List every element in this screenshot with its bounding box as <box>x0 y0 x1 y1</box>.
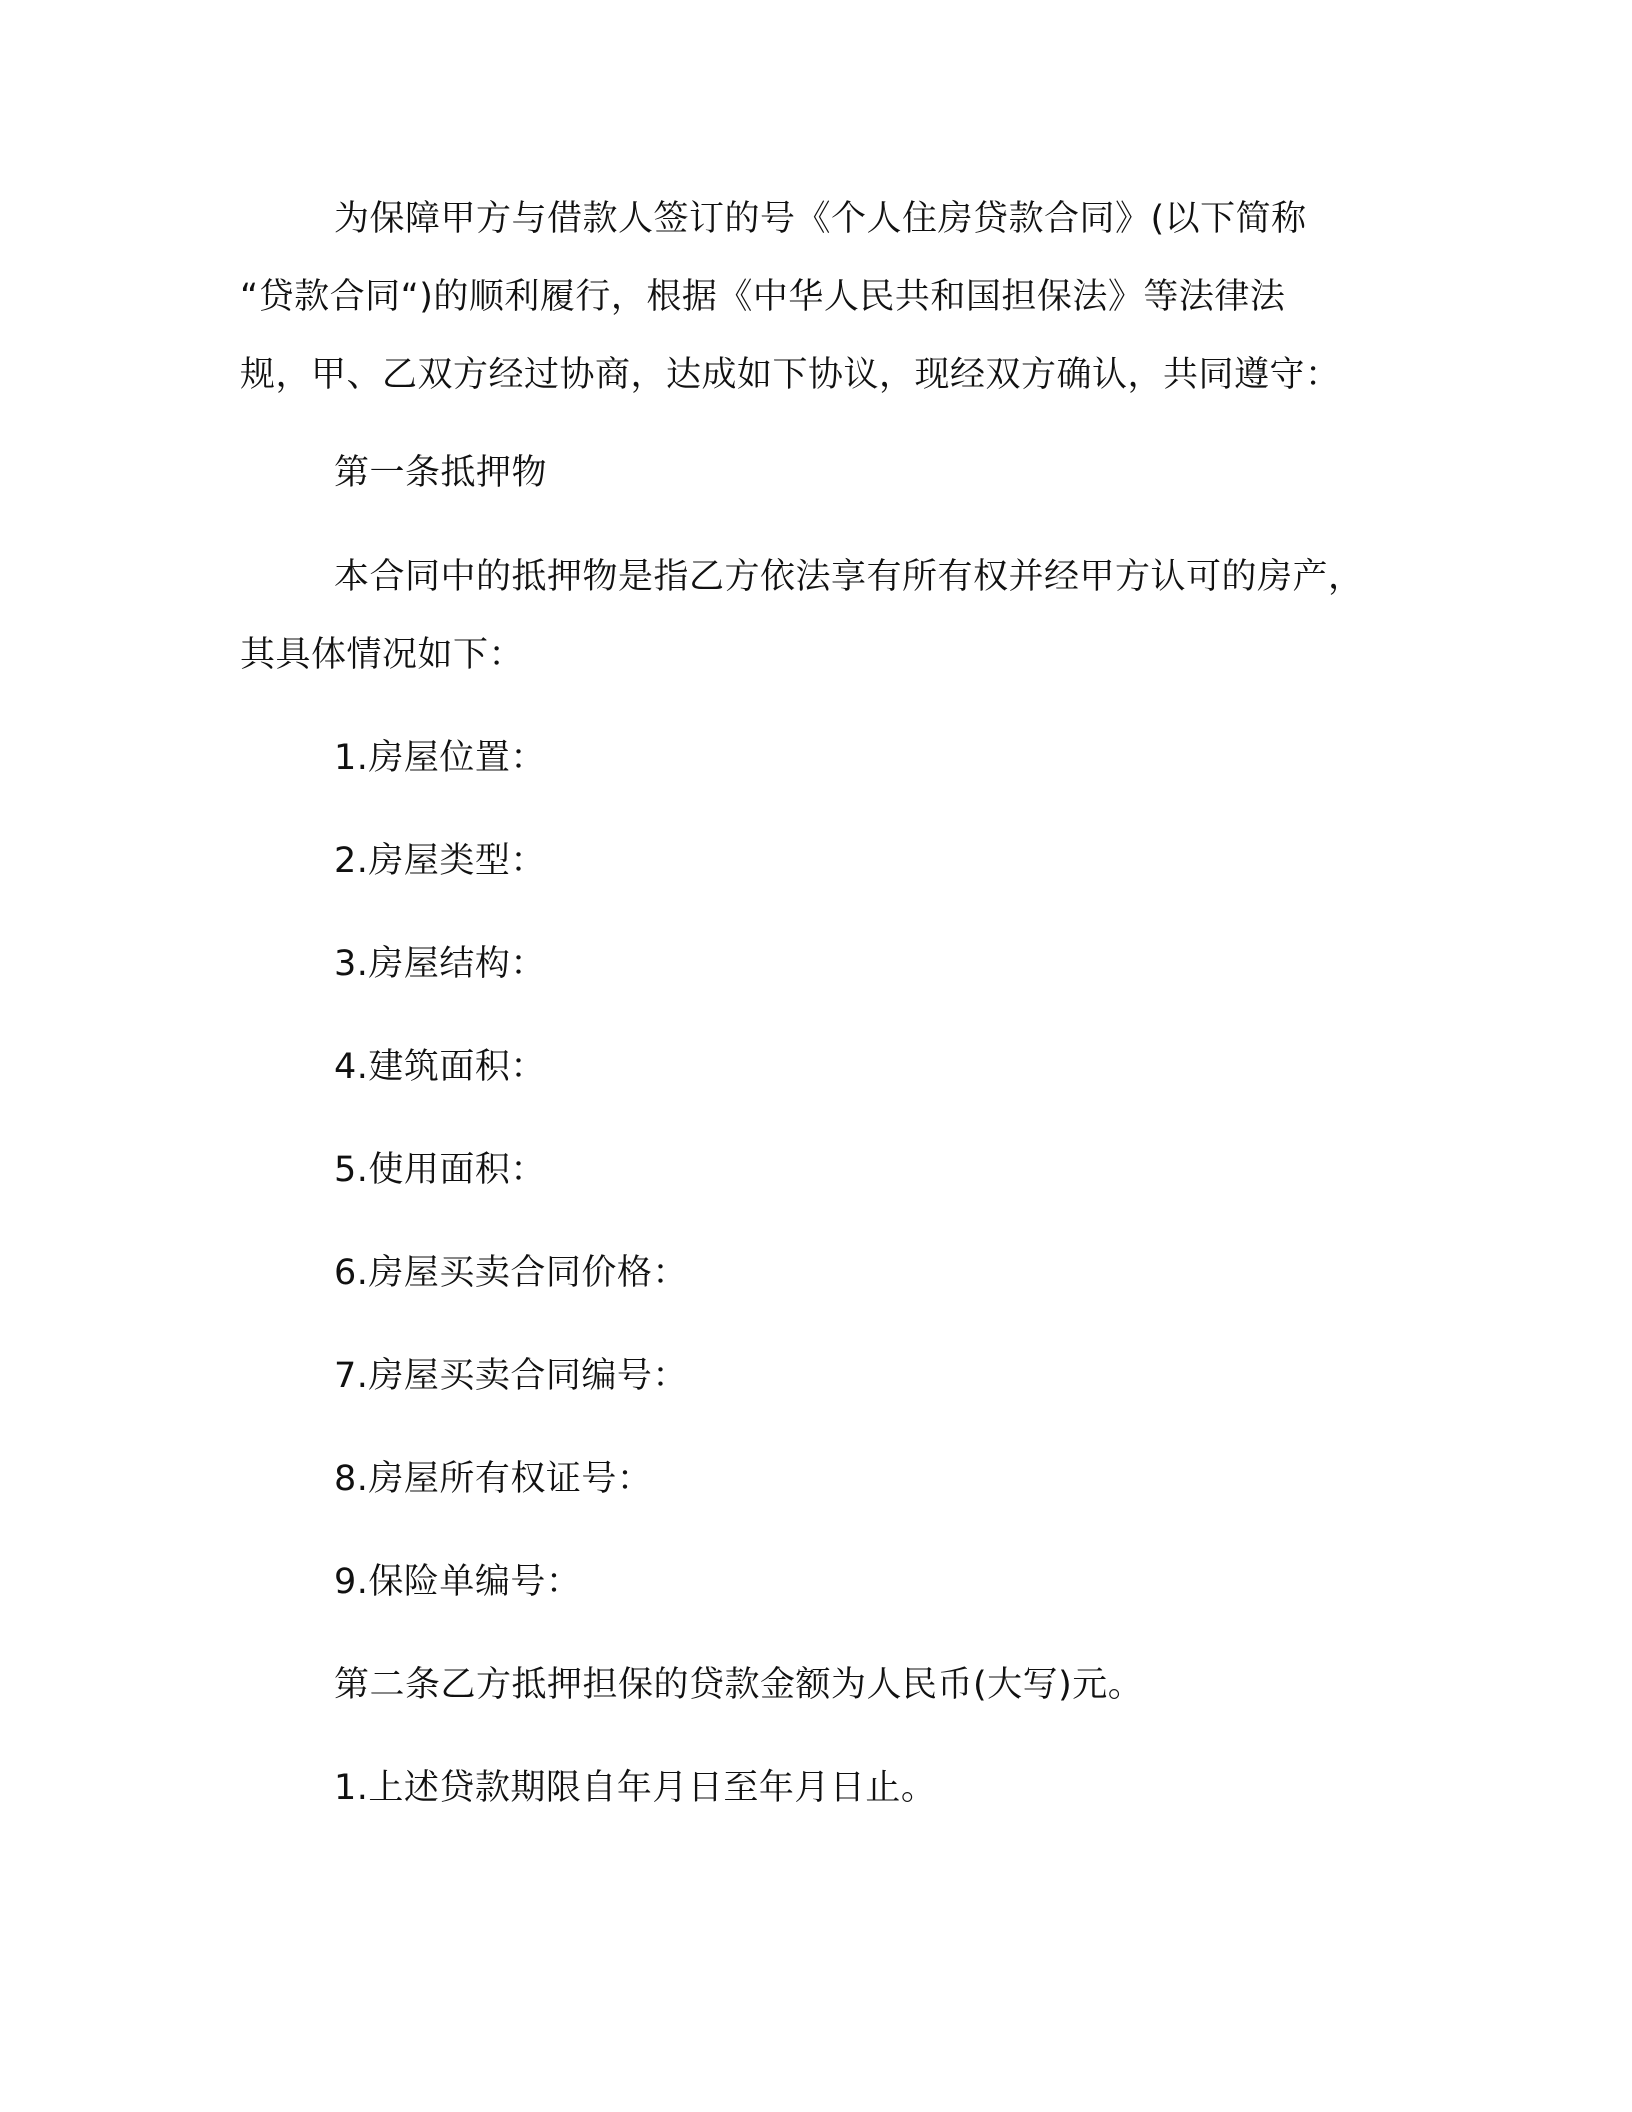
article-2-heading: 第二条乙方抵押担保的贷款金额为人民币(大写)元。 <box>334 1665 1144 1705</box>
article-1-desc-line-2: 其具体情况如下： <box>240 635 525 675</box>
intro-line-3: 规，甲、乙双方经过协商，达成如下协议，现经双方确认，共同遵守： <box>240 355 1341 395</box>
list-item-house-type: 2.房屋类型： <box>334 841 546 881</box>
list-item-usable-area: 5.使用面积： <box>334 1150 546 1190</box>
article-2-item-1: 1.上述贷款期限自年月日至年月日止。 <box>334 1768 937 1808</box>
list-item-sale-contract-price: 6.房屋买卖合同价格： <box>334 1253 688 1293</box>
article-1-heading: 第一条抵押物 <box>334 453 548 493</box>
list-item-ownership-certificate: 8.房屋所有权证号： <box>334 1459 653 1499</box>
intro-line-1: 为保障甲方与借款人签订的号《个人住房贷款合同》(以下简称 <box>334 199 1307 239</box>
list-item-building-area: 4.建筑面积： <box>334 1047 546 1087</box>
list-item-insurance-policy-number: 9.保险单编号： <box>334 1562 582 1602</box>
intro-line-2: “贷款合同“)的顺利履行，根据《中华人民共和国担保法》等法律法 <box>240 277 1286 317</box>
list-item-sale-contract-number: 7.房屋买卖合同编号： <box>334 1356 688 1396</box>
list-item-house-location: 1.房屋位置： <box>334 738 546 778</box>
article-1-desc-line-1: 本合同中的抵押物是指乙方依法享有所有权并经甲方认可的房产， <box>334 557 1364 597</box>
list-item-house-structure: 3.房屋结构： <box>334 944 546 984</box>
